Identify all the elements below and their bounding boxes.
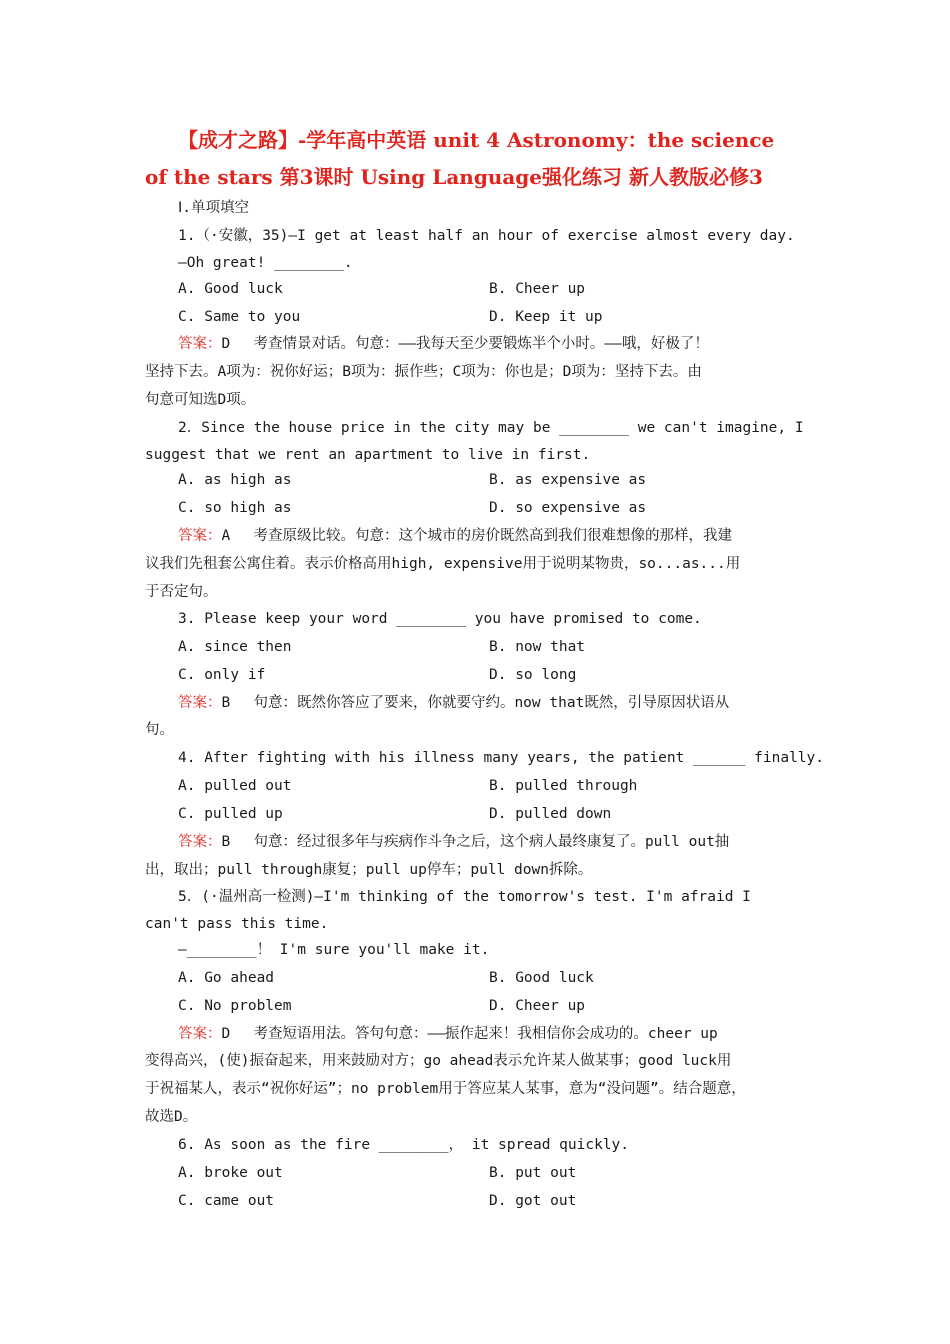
q5-option-c: C. No problem bbox=[178, 998, 292, 1014]
q2-option-b: B. as expensive as bbox=[489, 472, 647, 488]
q3-stem-line-1: 3. Please keep your word ________ you have promised to come. bbox=[178, 611, 702, 627]
q5-option-d: D. Cheer up bbox=[489, 998, 586, 1014]
q5-answer-line-1 bbox=[178, 1024, 718, 1044]
q5-answer-line-4: 故选D。 bbox=[145, 1109, 198, 1125]
q1-option-c: C. Same to you bbox=[178, 309, 301, 325]
q5-option-a: A. Go ahead bbox=[178, 970, 275, 986]
answer-label: 答案： bbox=[178, 1026, 222, 1042]
q1-option-a: A. Good luck bbox=[178, 281, 283, 297]
q2-option-a: A. as high as bbox=[178, 472, 292, 488]
q4-stem-line-1: 4. After fighting with his illness many years, the patient ______ finally. bbox=[178, 750, 825, 766]
answer-label: 答案： bbox=[178, 336, 222, 352]
document-title-line-2: of the stars 第3课时 Using Language强化练习 新人教版必修3 bbox=[145, 165, 763, 189]
q1-answer-text: D 考查情景对话。句意：——我每天至少要锻炼半个小时。——哦，好极了！ bbox=[221, 336, 709, 352]
q2-option-c: C. so high as bbox=[178, 500, 292, 516]
q5-answer-line-3: 于祝福某人，表示“祝你好运”；no problem用于答应某人某事，意为“没问题”。结合题意， bbox=[145, 1081, 746, 1097]
q2-answer-line-2: 议我们先租套公寓住着。表示价格高用high, expensive用于说明某物贵，so...as...用 bbox=[145, 556, 741, 572]
q1-stem-line-2: —Oh great! ________. bbox=[178, 255, 353, 271]
q4-option-b: B. pulled through bbox=[489, 778, 638, 794]
q4-option-c: C. pulled up bbox=[178, 806, 283, 822]
q6-stem-line-1: 6. As soon as the fire ________， it spread quickly. bbox=[178, 1137, 629, 1153]
q2-answer-line-1 bbox=[178, 526, 732, 546]
section-heading: Ⅰ.单项填空 bbox=[178, 200, 250, 216]
q6-option-c: C. came out bbox=[178, 1193, 275, 1209]
q1-stem-line-1: 1.（·安徽，35)—I get at least half an hour of exercise almost every day. bbox=[178, 228, 795, 244]
q5-stem-line-3: —________！ I'm sure you'll make it. bbox=[178, 942, 490, 958]
answer-label: 答案： bbox=[178, 528, 222, 544]
q2-stem-line-1: 2．Since the house price in the city may be ________ we can't imagine, I bbox=[178, 420, 804, 436]
q4-option-d: D. pulled down bbox=[489, 806, 612, 822]
q3-option-b: B. now that bbox=[489, 639, 586, 655]
q2-answer-text: A 考查原级比较。句意：这个城市的房价既然高到我们很难想像的那样，我建 bbox=[221, 528, 732, 544]
q2-option-d: D. so expensive as bbox=[489, 500, 647, 516]
q6-option-a: A. broke out bbox=[178, 1165, 283, 1181]
q5-option-b: B. Good luck bbox=[489, 970, 594, 986]
q3-answer-line-1 bbox=[178, 693, 729, 713]
answer-label: 答案： bbox=[178, 695, 222, 711]
q5-stem-line-2: can't pass this time. bbox=[145, 916, 329, 932]
q4-option-a: A. pulled out bbox=[178, 778, 292, 794]
q3-option-a: A. since then bbox=[178, 639, 292, 655]
q1-answer-line-3: 句意可知选D项。 bbox=[145, 392, 256, 408]
q1-option-b: B. Cheer up bbox=[489, 281, 586, 297]
q6-option-d: D. got out bbox=[489, 1193, 577, 1209]
q1-answer-line-2: 坚持下去。A项为：祝你好运；B项为：振作些；C项为：你也是；D项为：坚持下去。由 bbox=[145, 364, 702, 380]
q6-option-b: B. put out bbox=[489, 1165, 577, 1181]
q5-answer-text: D 考查短语用法。答句句意：——振作起来！我相信你会成功的。cheer up bbox=[221, 1026, 718, 1042]
answer-label: 答案： bbox=[178, 834, 222, 850]
q3-answer-text: B 句意：既然你答应了要来，你就要守约。now that既然，引导原因状语从 bbox=[221, 695, 730, 711]
q4-answer-line-2: 出，取出；pull through康复；pull up停车；pull down拆除。 bbox=[145, 862, 593, 878]
q5-stem-line-1: 5．(·温州高一检测)—I'm thinking of the tomorrow's test. I'm afraid I bbox=[178, 889, 751, 905]
q3-answer-line-2: 句。 bbox=[145, 722, 174, 738]
q2-answer-line-3: 于否定句。 bbox=[145, 584, 218, 600]
q3-option-c: C. only if bbox=[178, 667, 266, 683]
q4-answer-text: B 句意：经过很多年与疾病作斗争之后，这个病人最终康复了。pull out抽 bbox=[221, 834, 730, 850]
q5-answer-line-2: 变得高兴，(使)振奋起来，用来鼓励对方；go ahead表示允许某人做某事；good luck用 bbox=[145, 1053, 732, 1069]
q1-answer-line-1 bbox=[178, 334, 709, 354]
q3-option-d: D. so long bbox=[489, 667, 577, 683]
q1-option-d: D. Keep it up bbox=[489, 309, 603, 325]
q2-stem-line-2: suggest that we rent an apartment to live in first. bbox=[145, 447, 591, 463]
q4-answer-line-1 bbox=[178, 832, 729, 852]
document-title-line-1: 【成才之路】-学年高中英语 unit 4 Astronomy：the science bbox=[178, 128, 775, 152]
